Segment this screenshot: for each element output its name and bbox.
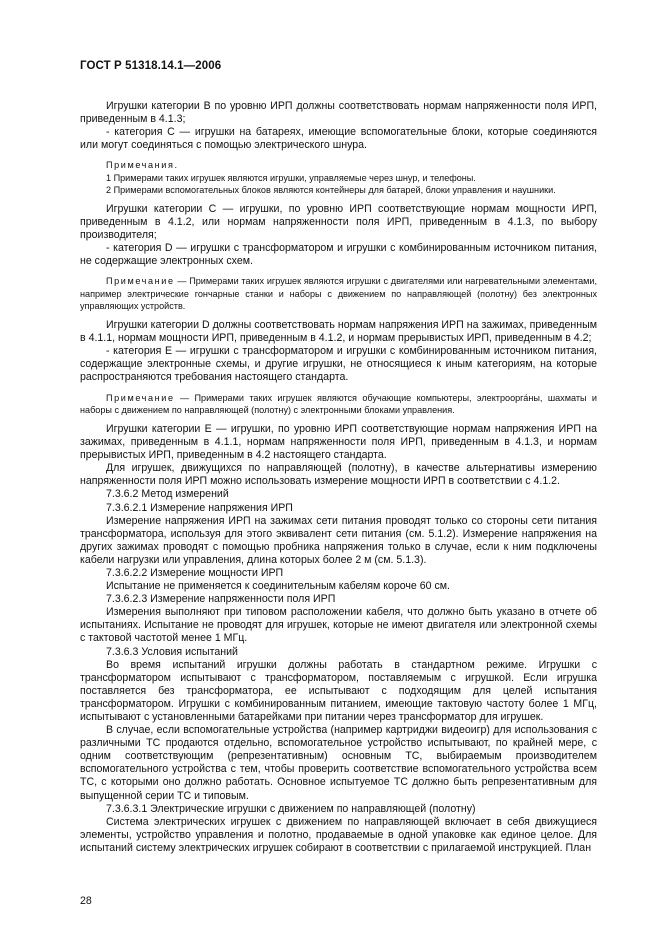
spacer: [80, 312, 597, 319]
note-item: 2 Примерами вспомогательных блоков являются контейнеры для батарей, блоки управления и наушники.: [106, 184, 556, 195]
spacer: [80, 416, 597, 423]
note-label: Примечание: [106, 392, 175, 403]
document-header: ГОСТ Р 51318.14.1—2006: [80, 60, 222, 72]
paragraph: - категория C — игрушки на батареях, имеющие вспомогательные блоки, которые соединяются или могут соединяться с помощью электрического шнура.: [80, 126, 597, 152]
paragraph: 7.3.6.2.3 Измерение напряженности поля ИРП: [106, 593, 336, 606]
spacer: [80, 196, 597, 203]
paragraph: 7.3.6.3 Условия испытаний: [106, 645, 238, 658]
note-text: — Примерами таких игрушек являются игрушки с двигателями или нагревательными элементами, например электрические гончарные станки и наборы с движением по направляющей (полотну) без электронных управляющих устройств.: [80, 276, 597, 311]
document-body: [80, 100, 597, 855]
paragraph: Измерение напряжения ИРП на зажимах сети питания проводят только со стороны сети питания трансформатора, используя для этого эквивалент сети питания (см. 5.1.2). Измерение напряжения на других зажимах проводят с помощью пробника напряжения только в случае, если к ним подключены кабели нагрузки или управления, длина которых более 2 м (см. 5.1.3).: [80, 514, 597, 566]
paragraph: Игрушки категории D должны соответствовать нормам напряжения ИРП на зажимах, приведенным в 4.1.1, нормам мощности ИРП, приведенным в 4.1.2, и нормам прерывистых ИРП, приведенным в 4.2;: [80, 319, 597, 345]
paragraph: 7.3.6.2 Метод измерений: [106, 488, 229, 501]
paragraph: - категория D — игрушки с трансформатором и игрушки с комбинированным источником питания, не содержащие электронных схем.: [80, 242, 597, 268]
paragraph: Испытание не применяется к соединительным кабелям короче 60 см.: [106, 580, 451, 593]
note: [80, 392, 597, 416]
paragraph: Игрушки категории C — игрушки, по уровню ИРП соответствующие нормам мощности ИРП, приведенным в 4.1.2, или нормам напряженности поля ИРП, приведенным в 4.1.3, по выбору производителя;: [80, 202, 597, 242]
note: [80, 275, 597, 312]
paragraph: Для игрушек, движущихся по направляющей (полотну), в качестве альтернативы измерению напряженности поля ИРП можно использовать измерение мощности ИРП в соответствии с 4.1.2.: [80, 462, 597, 488]
spacer: [80, 268, 597, 275]
paragraph: Во время испытаний игрушки должны работать в стандартном режиме. Игрушки с трансформатором испытывают с трансформатором, поставляемым с игрушкой. Если игрушка поставляется без трансформатора, ее испытывают с подходящим для целей испытания трансформатором. Игрушки с комбинированным питанием, имеющие тактовую частоту более 1 МГц, испытывают с установленными батарейками при питании через трансформатор для игрушек.: [80, 658, 597, 723]
paragraph: 7.3.6.2.1 Измерение напряжения ИРП: [106, 501, 293, 514]
paragraph: В случае, если вспомогательные устройства (например картриджи видеоигр) для использования с различными ТС продаются отдельно, вспомогательное устройство испытывают, по крайней мере, с одним соответствующим (репрезентативным) основным ТС, выбираемым производителем вспомогательного устройства с тем, чтобы проверить соответствие вспомогательного устройства всем ТС, с которыми оно должно работать. Основное испытуемое ТС должно быть репрезентативным для выпущенной серии ТС и типовым.: [80, 724, 597, 802]
paragraph: Игрушки категории E — игрушки, по уровню ИРП соответствующие нормам напряжения ИРП на зажимах, приведенным в 4.1.1, нормам напряженности поля ИРП, приведенным в 4.1.3, и нормам прерывистых ИРП, приведенным в 4.2 настоящего стандарта.: [80, 422, 597, 462]
note-item: 1 Примерами таких игрушек являются игрушки, управляемые через шнур, и телефоны.: [106, 172, 476, 183]
paragraph: 7.3.6.3.1 Электрические игрушки с движением по направляющей (полотну): [106, 802, 476, 815]
paragraph: Система электрических игрушек с движением по направляющей включает в себя движущиеся элементы, устройство управления и полотно, продаваемые в одной упаковке как единое целое. Для испытаний систему электрических игрушек собирают в соответствии с прилагаемой инструкцией. План: [80, 815, 597, 854]
paragraph: - категория E — игрушки с трансформатором и игрушки с комбинированным источником питания, содержащие электронные схемы, и другие игрушки, не относящиеся к иным категориям, на которые распространяются требования настоящего стандарта.: [80, 345, 597, 384]
paragraph: Измерения выполняют при типовом расположении кабеля, что должно быть указано в отчете об испытаниях. Испытание не проводят для игрушек, которые не имеют двигателя или электронной схемы с тактовой частотой менее 1 МГц.: [80, 606, 597, 645]
spacer: [80, 152, 597, 159]
note-text: — Примерами таких игрушек являются обучающие компьютеры, электроорга́ны, шахматы и наборы с движением по направляющей (полотну) с электронными блоками управления.: [80, 392, 597, 415]
paragraph: 7.3.6.2.2 Измерение мощности ИРП: [106, 566, 284, 579]
spacer: [80, 385, 597, 392]
notes-title: Примечания.: [106, 160, 179, 171]
note-label: Примечание: [106, 276, 175, 287]
paragraph: Игрушки категории B по уровню ИРП должны соответствовать нормам напряженности поля ИРП, приведенным в 4.1.3;: [80, 100, 597, 126]
page-number: 28: [80, 895, 92, 907]
